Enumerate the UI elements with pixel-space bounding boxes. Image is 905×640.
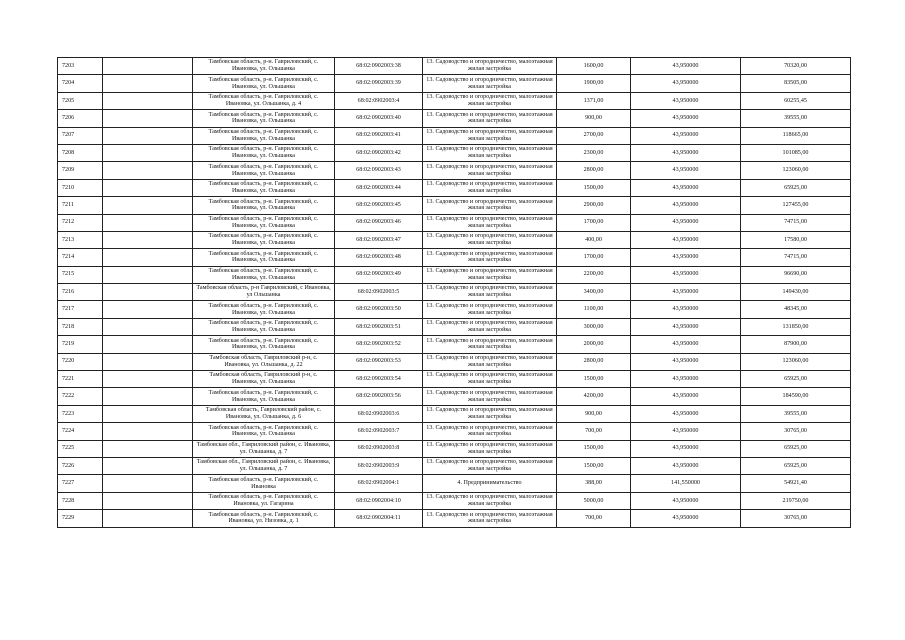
cadastral-number-cell: 68:02:0902003:5	[335, 284, 423, 301]
address-cell: Тамбовская обл., Гавриловский район, с. Ивановка, ул. Ольшанка, д. 7	[193, 440, 335, 457]
cadastral-value-cell: 101085,00	[741, 144, 851, 161]
rate-cell: 43,950000	[631, 405, 741, 422]
cadastral-number-cell: 68:02:0902003:53	[335, 353, 423, 370]
address-cell: Тамбовская область, р-н. Гавриловский, с. Ивановка, ул. Ольшанка	[193, 197, 335, 214]
land-use-cell: 13. Садоводство и огородничество, малоэтажная жилая застройка	[423, 162, 557, 179]
land-use-cell: 13. Садоводство и огородничество, малоэтажная жилая застройка	[423, 144, 557, 161]
rate-cell: 43,950000	[631, 127, 741, 144]
area-cell: 2300,00	[557, 144, 631, 161]
rate-cell: 43,950000	[631, 197, 741, 214]
row-number: 7221	[58, 371, 103, 388]
address-cell: Тамбовская область, р-н. Гавриловский, с. Ивановка, ул. Ольшанка	[193, 214, 335, 231]
address-cell: Тамбовская область, р-н. Гавриловский, с. Ивановка, ул. Ольшанка, д. 4	[193, 92, 335, 109]
blank-cell	[103, 405, 193, 422]
cadastral-number-cell: 68:02:0902003:50	[335, 301, 423, 318]
cadastral-number-cell: 68:02:0902003:54	[335, 371, 423, 388]
land-use-cell: 13. Садоводство и огородничество, малоэтажная жилая застройка	[423, 110, 557, 127]
area-cell: 5000,00	[557, 492, 631, 509]
blank-cell	[103, 353, 193, 370]
area-cell: 1900,00	[557, 75, 631, 92]
rate-cell: 43,950000	[631, 353, 741, 370]
blank-cell	[103, 475, 193, 492]
cadastral-value-cell: 54921,40	[741, 475, 851, 492]
cadastral-value-cell: 123060,00	[741, 353, 851, 370]
rate-cell: 43,950000	[631, 510, 741, 527]
area-cell: 1371,00	[557, 92, 631, 109]
rate-cell: 43,950000	[631, 457, 741, 474]
land-use-cell: 13. Садоводство и огородничество, малоэтажная жилая застройка	[423, 179, 557, 196]
address-cell: Тамбовская область, р-н. Гавриловский, с. Ивановка, ул. Ольшанка	[193, 179, 335, 196]
row-number: 7224	[58, 423, 103, 440]
blank-cell	[103, 510, 193, 527]
table-row	[58, 336, 851, 353]
cadastral-number-cell: 68:02:0902003:48	[335, 249, 423, 266]
address-cell: Тамбовская область, р-н. Гавриловский, с. Ивановка, ул. Ольшанка	[193, 110, 335, 127]
row-number: 7226	[58, 457, 103, 474]
address-cell: Тамбовская область, р-н. Гавриловский, с. Ивановка, ул. Гагарина	[193, 492, 335, 509]
table-row	[58, 440, 851, 457]
land-use-cell: 4. Предпринимательство	[423, 475, 557, 492]
blank-cell	[103, 301, 193, 318]
address-cell: Тамбовская область, р-н. Гавриловский, с. Ивановка, ул. Ольшанка	[193, 318, 335, 335]
area-cell: 700,00	[557, 423, 631, 440]
table-row	[58, 457, 851, 474]
land-use-cell: 13. Садоводство и огородничество, малоэтажная жилая застройка	[423, 388, 557, 405]
rate-cell: 43,950000	[631, 249, 741, 266]
address-cell: Тамбовская область, р-н. Гавриловский, с. Ивановка, ул. Ольшанка	[193, 162, 335, 179]
cadastral-number-cell: 68:02:0902003:7	[335, 423, 423, 440]
row-number: 7217	[58, 301, 103, 318]
row-number: 7225	[58, 440, 103, 457]
area-cell: 1500,00	[557, 371, 631, 388]
land-use-cell: 13. Садоводство и огородничество, малоэтажная жилая застройка	[423, 266, 557, 283]
row-number: 7212	[58, 214, 103, 231]
rate-cell: 43,950000	[631, 92, 741, 109]
address-cell: Тамбовская область, р-н Гавриловский, с Ивановка, ул Ольшанка	[193, 284, 335, 301]
table-row	[58, 162, 851, 179]
table-row	[58, 284, 851, 301]
cadastral-number-cell: 68:02:0902004:11	[335, 510, 423, 527]
row-number: 7206	[58, 110, 103, 127]
row-number: 7220	[58, 353, 103, 370]
row-number: 7205	[58, 92, 103, 109]
cadastral-value-cell: 96690,00	[741, 266, 851, 283]
area-cell: 2800,00	[557, 162, 631, 179]
address-cell: Тамбовская область, р-н. Гавриловский, с. Ивановка, ул. Ольшанка	[193, 75, 335, 92]
blank-cell	[103, 318, 193, 335]
cadastral-number-cell: 68:02:0902003:40	[335, 110, 423, 127]
rate-cell: 43,950000	[631, 162, 741, 179]
land-use-cell: 13. Садоводство и огородничество, малоэтажная жилая застройка	[423, 336, 557, 353]
land-use-cell: 13. Садоводство и огородничество, малоэтажная жилая застройка	[423, 301, 557, 318]
cadastral-number-cell: 68:02:0902003:44	[335, 179, 423, 196]
blank-cell	[103, 231, 193, 248]
table-row	[58, 75, 851, 92]
area-cell: 1500,00	[557, 457, 631, 474]
cadastral-number-cell: 68:02:0902003:56	[335, 388, 423, 405]
table-row	[58, 492, 851, 509]
cadastral-value-cell: 131850,00	[741, 318, 851, 335]
address-cell: Тамбовская область, р-н. Гавриловский, с. Ивановка, ул. Ольшанка	[193, 127, 335, 144]
row-number: 7227	[58, 475, 103, 492]
cadastral-number-cell: 68:02:0902003:41	[335, 127, 423, 144]
blank-cell	[103, 75, 193, 92]
table-row	[58, 214, 851, 231]
cadastral-value-cell: 83505,00	[741, 75, 851, 92]
area-cell: 900,00	[557, 405, 631, 422]
blank-cell	[103, 214, 193, 231]
cadastral-value-cell: 118665,00	[741, 127, 851, 144]
blank-cell	[103, 266, 193, 283]
row-number: 7209	[58, 162, 103, 179]
rate-cell: 43,950000	[631, 371, 741, 388]
rate-cell: 43,950000	[631, 388, 741, 405]
area-cell: 400,00	[557, 231, 631, 248]
rate-cell: 43,950000	[631, 179, 741, 196]
cadastral-value-cell: 39555,00	[741, 405, 851, 422]
cadastral-value-cell: 39555,00	[741, 110, 851, 127]
area-cell: 2900,00	[557, 197, 631, 214]
table-body	[58, 58, 851, 528]
land-use-cell: 13. Садоводство и огородничество, малоэтажная жилая застройка	[423, 231, 557, 248]
cadastral-value-cell: 65925,00	[741, 371, 851, 388]
cadastral-value-cell: 30765,00	[741, 423, 851, 440]
cadastral-number-cell: 68:02:0902004:1	[335, 475, 423, 492]
cadastral-value-cell: 87900,00	[741, 336, 851, 353]
cadastral-value-cell: 48345,00	[741, 301, 851, 318]
row-number: 7204	[58, 75, 103, 92]
rate-cell: 141,550000	[631, 475, 741, 492]
blank-cell	[103, 457, 193, 474]
cadastral-value-cell: 74715,00	[741, 214, 851, 231]
address-cell: Тамбовская область, р-н. Гавриловский, с. Ивановка, ул. Ольшанка	[193, 231, 335, 248]
area-cell: 4200,00	[557, 388, 631, 405]
area-cell: 2200,00	[557, 266, 631, 283]
row-number: 7219	[58, 336, 103, 353]
cadastral-number-cell: 68:02:0902003:39	[335, 75, 423, 92]
cadastral-value-cell: 123060,00	[741, 162, 851, 179]
area-cell: 1600,00	[557, 58, 631, 75]
table-row	[58, 127, 851, 144]
land-use-cell: 13. Садоводство и огородничество, малоэтажная жилая застройка	[423, 127, 557, 144]
land-use-cell: 13. Садоводство и огородничество, малоэтажная жилая застройка	[423, 510, 557, 527]
row-number: 7203	[58, 58, 103, 75]
address-cell: Тамбовская область, р-н. Гавриловский, с. Ивановка, ул. Ольшанка	[193, 301, 335, 318]
blank-cell	[103, 162, 193, 179]
rate-cell: 43,950000	[631, 301, 741, 318]
rate-cell: 43,950000	[631, 75, 741, 92]
land-use-cell: 13. Садоводство и огородничество, малоэтажная жилая застройка	[423, 92, 557, 109]
address-cell: Тамбовская область, р-н. Гавриловский, с. Ивановка, ул. Ольшанка	[193, 58, 335, 75]
land-use-cell: 13. Садоводство и огородничество, малоэтажная жилая застройка	[423, 249, 557, 266]
blank-cell	[103, 197, 193, 214]
blank-cell	[103, 440, 193, 457]
rate-cell: 43,950000	[631, 423, 741, 440]
land-use-cell: 13. Садоводство и огородничество, малоэтажная жилая застройка	[423, 405, 557, 422]
rate-cell: 43,950000	[631, 231, 741, 248]
area-cell: 1700,00	[557, 249, 631, 266]
land-use-cell: 13. Садоводство и огородничество, малоэтажная жилая застройка	[423, 197, 557, 214]
row-number: 7208	[58, 144, 103, 161]
address-cell: Тамбовская область, р-н. Гавриловский, с. Ивановка	[193, 475, 335, 492]
address-cell: Тамбовская область, р-н. Гавриловский, с. Ивановка, ул. Ольшанка	[193, 388, 335, 405]
rate-cell: 43,950000	[631, 492, 741, 509]
land-use-cell: 13. Садоводство и огородничество, малоэтажная жилая застройка	[423, 353, 557, 370]
cadastral-number-cell: 68:02:0902003:6	[335, 405, 423, 422]
cadastral-value-cell: 30765,00	[741, 510, 851, 527]
address-cell: Тамбовская область, р-н. Гавриловский, с. Ивановка, ул. Ольшанка	[193, 266, 335, 283]
table-row	[58, 110, 851, 127]
cadastral-value-cell: 149430,00	[741, 284, 851, 301]
table-row	[58, 92, 851, 109]
rate-cell: 43,950000	[631, 58, 741, 75]
cadastral-number-cell: 68:02:0902003:45	[335, 197, 423, 214]
rate-cell: 43,950000	[631, 110, 741, 127]
cadastral-number-cell: 68:02:0902004:10	[335, 492, 423, 509]
table-row	[58, 510, 851, 527]
table-row	[58, 353, 851, 370]
land-use-cell: 13. Садоводство и огородничество, малоэтажная жилая застройка	[423, 492, 557, 509]
cadastral-number-cell: 68:02:0902003:9	[335, 457, 423, 474]
blank-cell	[103, 179, 193, 196]
cadastral-value-cell: 65925,00	[741, 179, 851, 196]
area-cell: 900,00	[557, 110, 631, 127]
area-cell: 1500,00	[557, 179, 631, 196]
blank-cell	[103, 110, 193, 127]
table-row	[58, 58, 851, 75]
row-number: 7229	[58, 510, 103, 527]
cadastral-number-cell: 68:02:0902003:8	[335, 440, 423, 457]
address-cell: Тамбовская область, р-н. Гавриловский, с. Ивановка, ул. Ольшанка	[193, 423, 335, 440]
rate-cell: 43,950000	[631, 214, 741, 231]
table-row	[58, 231, 851, 248]
table-row	[58, 318, 851, 335]
blank-cell	[103, 92, 193, 109]
cadastral-number-cell: 68:02:0902003:42	[335, 144, 423, 161]
blank-cell	[103, 336, 193, 353]
row-number: 7210	[58, 179, 103, 196]
land-use-cell: 13. Садоводство и огородничество, малоэтажная жилая застройка	[423, 75, 557, 92]
table-row	[58, 179, 851, 196]
table-row	[58, 301, 851, 318]
row-number: 7211	[58, 197, 103, 214]
land-use-cell: 13. Садоводство и огородничество, малоэтажная жилая застройка	[423, 423, 557, 440]
land-use-cell: 13. Садоводство и огородничество, малоэтажная жилая застройка	[423, 318, 557, 335]
blank-cell	[103, 144, 193, 161]
cadastral-value-cell: 65925,00	[741, 457, 851, 474]
address-cell: Тамбовская область, р-н. Гавриловский, с. Ивановка, ул. Низовка, д. 1	[193, 510, 335, 527]
land-use-cell: 13. Садоводство и огородничество, малоэтажная жилая застройка	[423, 371, 557, 388]
land-use-cell: 13. Садоводство и огородничество, малоэтажная жилая застройка	[423, 457, 557, 474]
row-number: 7215	[58, 266, 103, 283]
area-cell: 1700,00	[557, 214, 631, 231]
row-number: 7214	[58, 249, 103, 266]
cadastral-number-cell: 68:02:0902003:47	[335, 231, 423, 248]
table-row	[58, 371, 851, 388]
table-row	[58, 388, 851, 405]
cadastral-number-cell: 68:02:0902003:51	[335, 318, 423, 335]
rate-cell: 43,950000	[631, 284, 741, 301]
cadastral-value-cell: 17580,00	[741, 231, 851, 248]
row-number: 7223	[58, 405, 103, 422]
cadastral-number-cell: 68:02:0902003:52	[335, 336, 423, 353]
blank-cell	[103, 249, 193, 266]
area-cell: 2800,00	[557, 353, 631, 370]
rate-cell: 43,950000	[631, 336, 741, 353]
area-cell: 2000,00	[557, 336, 631, 353]
row-number: 7207	[58, 127, 103, 144]
cadastral-value-cell: 219750,00	[741, 492, 851, 509]
cadastral-number-cell: 68:02:0902003:49	[335, 266, 423, 283]
blank-cell	[103, 492, 193, 509]
rate-cell: 43,950000	[631, 318, 741, 335]
area-cell: 2700,00	[557, 127, 631, 144]
address-cell: Тамбовская область, Гавриловский район, с. Ивановка, ул. Ольшанка, д. 6	[193, 405, 335, 422]
land-use-cell: 13. Садоводство и огородничество, малоэтажная жилая застройка	[423, 440, 557, 457]
blank-cell	[103, 127, 193, 144]
rate-cell: 43,950000	[631, 440, 741, 457]
land-use-cell: 13. Садоводство и огородничество, малоэтажная жилая застройка	[423, 284, 557, 301]
address-cell: Тамбовская область, Гавриловский р-н, с. Ивановка, ул. Ольшанка, д. 22	[193, 353, 335, 370]
area-cell: 700,00	[557, 510, 631, 527]
cadastral-number-cell: 68:02:0902003:38	[335, 58, 423, 75]
row-number: 7218	[58, 318, 103, 335]
address-cell: Тамбовская область, р-н. Гавриловский, с. Ивановка, ул. Ольшанка	[193, 249, 335, 266]
rate-cell: 43,950000	[631, 144, 741, 161]
land-use-cell: 13. Садоводство и огородничество, малоэтажная жилая застройка	[423, 58, 557, 75]
blank-cell	[103, 58, 193, 75]
row-number: 7222	[58, 388, 103, 405]
land-use-cell: 13. Садоводство и огородничество, малоэтажная жилая застройка	[423, 214, 557, 231]
row-number: 7213	[58, 231, 103, 248]
area-cell: 3000,00	[557, 318, 631, 335]
row-number: 7228	[58, 492, 103, 509]
table-row	[58, 249, 851, 266]
blank-cell	[103, 371, 193, 388]
address-cell: Тамбовская область, р-н. Гавриловский, с. Ивановка, ул. Ольшанка	[193, 336, 335, 353]
cadastral-value-cell: 70320,00	[741, 58, 851, 75]
address-cell: Тамбовская область, Гавриловский р-н, с. Ивановка, ул. Ольшанка	[193, 371, 335, 388]
cadastral-number-cell: 68:02:0902003:46	[335, 214, 423, 231]
cadastral-value-cell: 65925,00	[741, 440, 851, 457]
blank-cell	[103, 423, 193, 440]
land-registry-table	[57, 57, 851, 528]
table-row	[58, 405, 851, 422]
area-cell: 1500,00	[557, 440, 631, 457]
blank-cell	[103, 284, 193, 301]
address-cell: Тамбовская область, р-н. Гавриловский, с. Ивановка, ул. Ольшанка	[193, 144, 335, 161]
cadastral-value-cell: 127455,00	[741, 197, 851, 214]
address-cell: Тамбовская обл., Гавриловский район, с. Ивановка, ул. Ольшанка, д. 7	[193, 457, 335, 474]
cadastral-value-cell: 184590,00	[741, 388, 851, 405]
area-cell: 1100,00	[557, 301, 631, 318]
table-row	[58, 144, 851, 161]
cadastral-number-cell: 68:02:0902003:43	[335, 162, 423, 179]
rate-cell: 43,950000	[631, 266, 741, 283]
cadastral-number-cell: 68:02:0902003:4	[335, 92, 423, 109]
table-row	[58, 475, 851, 492]
area-cell: 3400,00	[557, 284, 631, 301]
table-row	[58, 266, 851, 283]
table-row	[58, 423, 851, 440]
blank-cell	[103, 388, 193, 405]
cadastral-value-cell: 74715,00	[741, 249, 851, 266]
table-row	[58, 197, 851, 214]
area-cell: 388,00	[557, 475, 631, 492]
row-number: 7216	[58, 284, 103, 301]
cadastral-value-cell: 60255,45	[741, 92, 851, 109]
